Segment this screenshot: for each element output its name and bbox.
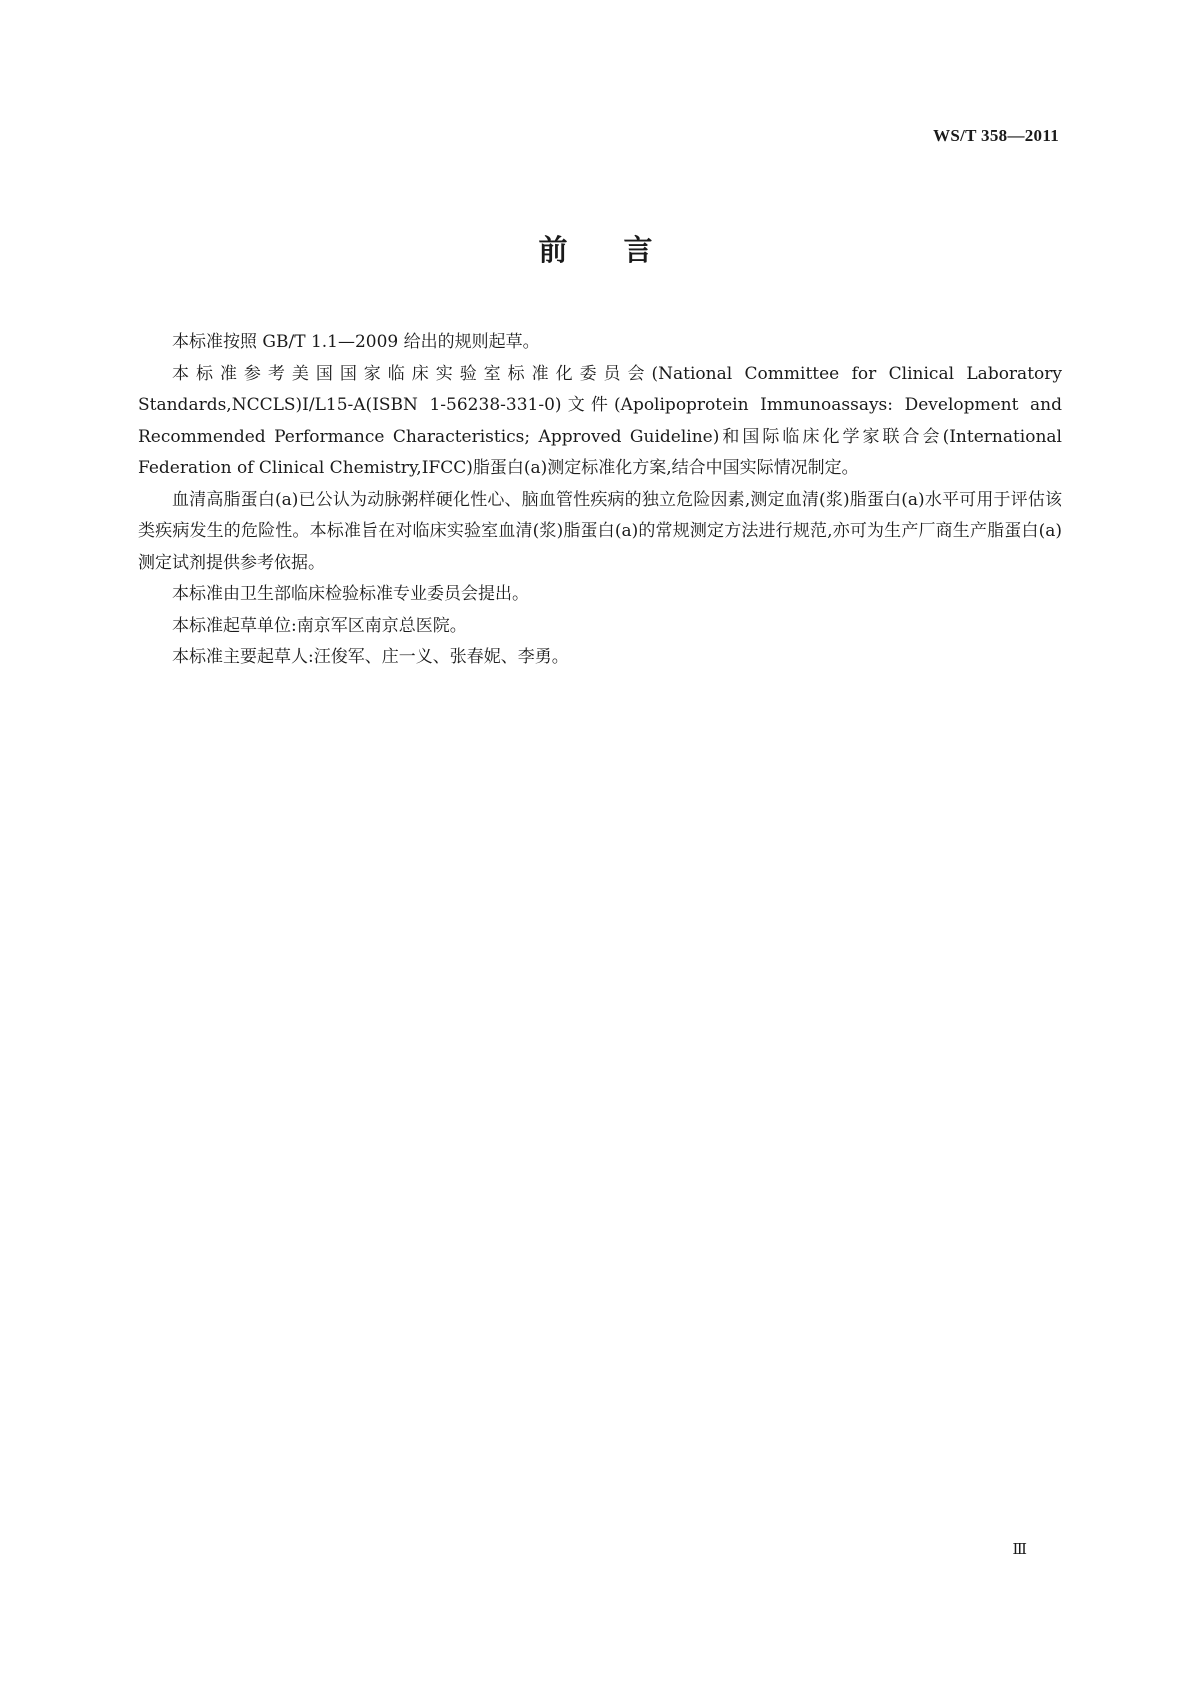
- paragraph-references: 本标准参考美国国家临床实验室标准化委员会(National Committee for Clinical Laboratory Standards,NCCLS)I/L15-A(ISBN 1-56238-331-0)文件(Apolipoprotein Immunoassays: Development and Recommended Performance Characteristics; Approved Guideline)和国际临床化学家联合会(International Federation of Clinical Chemistry,IFCC)脂蛋白(a)测定标准化方案,结合中国实际情况制定。: [138, 363, 1062, 478]
- paragraph-drafters: 本标准主要起草人:汪俊军、庄一义、张春妮、李勇。: [172, 647, 569, 667]
- paragraph-drafting-unit: 本标准起草单位:南京军区南京总医院。: [172, 615, 467, 636]
- page-title: 前言: [538, 233, 709, 267]
- page-number: Ⅲ: [1012, 1540, 1027, 1558]
- paragraph-proposer: 本标准由卫生部临床检验标准专业委员会提出。: [172, 584, 529, 604]
- standard-code: WS/T 358—2011: [933, 126, 1059, 145]
- preface-body: [138, 327, 1062, 674]
- paragraph-purpose: 血清高脂蛋白(a)已公认为动脉粥样硬化性心、脑血管性疾病的独立危险因素,测定血清(浆)脂蛋白(a)水平可用于评估该类疾病发生的危险性。本标准旨在对临床实验室血清(浆)脂蛋白(a)的常规测定方法进行规范,亦可为生产厂商生产脂蛋白(a)测定试剂提供参考依据。: [138, 489, 1062, 573]
- paragraph-drafting-rules: 本标准按照 GB/T 1.1—2009 给出的规则起草。: [172, 332, 540, 352]
